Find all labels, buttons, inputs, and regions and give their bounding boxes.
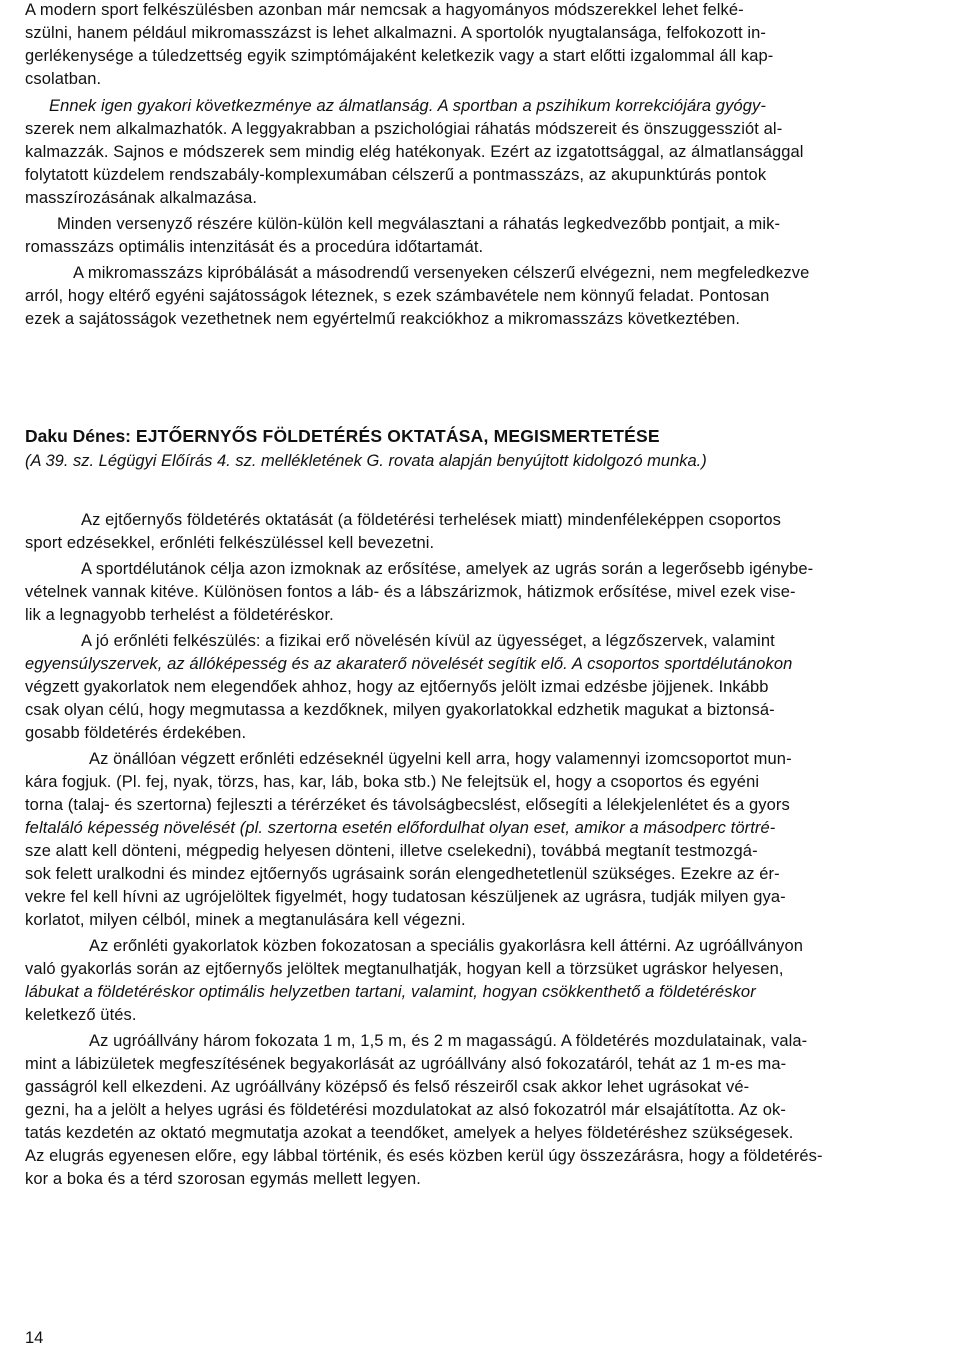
text-line: arról, hogy eltérő egyéni sajátosságok léteznek, s ezek számbavétele nem könnyű feladat. Pontosan	[25, 287, 770, 305]
text-line: tatás kezdetén az oktató megmutatja azokat a teendőket, amelyek a helyes földetéréshez szükségesek.	[25, 1124, 794, 1142]
text-line: kalmazzák. Sajnos e módszerek sem mindig elég hatékonyak. Ezért az izgatottsággal, az álmatlansággal	[25, 143, 804, 161]
text-line: A jó erőnléti felkészülés: a fizikai erő növelésén kívül az ügyességet, a légzőszervek, valamint	[81, 632, 775, 650]
text-line: folytatott küzdelem rendszabály-komplexumában célszerű a pontmasszázs, az akupunktúrás pontok	[25, 166, 767, 184]
text-line: vételnek vannak kitéve. Különösen fontos a láb- és a lábszárizmok, hátizmok erősítése, mivel ezek vise-	[25, 583, 796, 601]
text-line: gerlékenysége a túledzettség egyik szimptómájaként keletkezik vagy a start előtti izgalommal áll kap-	[25, 47, 774, 65]
text-line: végzett gyakorlatok nem elegendőek ahhoz, hogy az ejtőernyős jelölt izmai edzésbe jöjjenek. Inkább	[25, 678, 769, 696]
text-line: mint a lábizületek megfeszítésének begyakorlását az ugróállvány alsó fokozatáról, tehát az 1 m-es ma-	[25, 1055, 787, 1073]
text-line: Az erőnléti gyakorlatok közben fokozatosan a speciális gyakorlásra kell áttérni. Az ugróállványon	[89, 937, 804, 955]
article-title	[25, 425, 660, 447]
text-line	[49, 96, 766, 116]
text-line: gosabb földetérés érdekében.	[25, 724, 247, 742]
text-line: feltaláló képesség növelését (pl. szertorna esetén előfordulhat olyan eset, amikor a másodperc törtré-	[25, 819, 776, 837]
text-line: csak olyan célú, hogy megmutassa a kezdőknek, milyen gyakorlatokkal edzhetik magukat a biztonsá-	[25, 701, 775, 719]
text-line: Az elugrás egyenesen előre, egy lábbal történik, és esés közben kerül úgy összezárásra, hogy a földetérés-	[25, 1147, 823, 1165]
text-line: keletkező ütés.	[25, 1006, 137, 1024]
text-line: Minden versenyző részére külön-külön kell megválasztani a ráhatás legkedvezőbb pontjait, a mik-	[57, 215, 781, 233]
text-line: sze alatt kell dönteni, mégpedig helyesen dönteni, illetve cselekedni), továbbá megtanít testmozgá-	[25, 842, 758, 860]
text-line: lábukat a földetéréskor optimális helyzetben tartani, valamint, hogyan csökkenthető a földetéréskor	[25, 983, 756, 1001]
article-subtitle: (A 39. sz. Légügyi Előírás 4. sz. mellékletének G. rovata alapján benyújtott kidolgozó munka.)	[25, 452, 707, 470]
text-line: A modern sport felkészülésben azonban már nemcsak a hagyományos módszerekkel lehet felké-	[25, 1, 744, 19]
text-line: Az önállóan végzett erőnléti edzéseknél ügyelni kell arra, hogy valamennyi izomcsoportot mun-	[89, 750, 792, 768]
text-line: kára fogjuk. (Pl. fej, nyak, törzs, has, kar, láb, boka stb.) Ne felejtsük el, hogy a csoportos és egyéni	[25, 773, 760, 791]
text-line: való gyakorlás során az ejtőernyős jelöltek megtanulhatják, hogyan kell a törzsüket ugráskor helyesen,	[25, 960, 784, 978]
text-line: ezek a sajátosságok vezethetnek nem egyértelmű reakciókhoz a mikromasszázs következtében.	[25, 310, 741, 328]
page-number: 14	[25, 1329, 44, 1347]
text-line: romasszázs optimális intenzitását és a procedúra időtartamát.	[25, 238, 484, 256]
text-line: egyensúlyszervek, az állóképesség és az akaraterő növelését segítik elő. A csoportos sportdélutánokon	[25, 655, 793, 673]
text-line: szülni, hanem például mikromasszázst is lehet alkalmazni. A sportolók nyugtalansága, felfokozott in-	[25, 24, 766, 42]
text-line: gezni, ha a jelölt a helyes ugrási és földetérési mozdulatokat az alsó fokozatról már elsajátította. Az ok-	[25, 1101, 786, 1119]
article-author: Daku Dénes:	[25, 426, 136, 446]
text-line: csolatban.	[25, 70, 102, 88]
text-line: lik a legnagyobb terhelést a földetéréskor.	[25, 606, 334, 624]
text-line: torna (talaj- és szertorna) fejleszti a térérzéket és távolságbecslést, elősegíti a lélekjelenlétet és a gyors	[25, 796, 790, 814]
text-line: szerek nem alkalmazhatók. A leggyakrabban a pszichológiai ráhatás módszereit és önszuggessziót al-	[25, 120, 783, 138]
italic-phrase: Ennek igen gyakori következménye az álmatlanság. A sportban a pszihikum korrekciójára gyógy-	[49, 97, 766, 115]
text-line: sport edzésekkel, erőnléti felkészüléssel kell bevezetni.	[25, 534, 435, 552]
text-line: gasságról kell elkezdeni. Az ugróállvány középső és felső részeiről csak akkor lehet ugrásokat vé-	[25, 1078, 750, 1096]
text-line: Az ugróállvány három fokozata 1 m, 1,5 m, és 2 m magasságú. A földetérés mozdulatainak, vala-	[89, 1032, 808, 1050]
text-line: kor a boka és a térd szorosan egymás mellett legyen.	[25, 1170, 421, 1188]
text-line: Az ejtőernyős földetérés oktatását (a földetérési terhelések miatt) mindenféleképpen csoportos	[81, 511, 782, 529]
text-line: A sportdélutánok célja azon izmoknak az erősítése, amelyek az ugrás során a legerősebb igénybe-	[81, 560, 814, 578]
text-line: vekre fel kell hívni az ugrójelöltek figyelmét, hogy tudatosan készüljenek az ugrásra, tudják milyen gya-	[25, 888, 786, 906]
text-line: sok felett uralkodni és mindez ejtőernyős ugrásaink során elengedhetetlenül szükséges. Ezekre az ér-	[25, 865, 780, 883]
text-line: korlatot, milyen célból, minek a megtanulására kell végezni.	[25, 911, 466, 929]
article-heading: EJTŐERNYŐS FÖLDETÉRÉS OKTATÁSA, MEGISMERTETÉSE	[135, 426, 660, 446]
text-line: masszírozásának alkalmazása.	[25, 189, 258, 207]
text-line: A mikromasszázs kipróbálását a másodrendű versenyeken célszerű elvégezni, nem megfeledkezve	[73, 264, 810, 282]
